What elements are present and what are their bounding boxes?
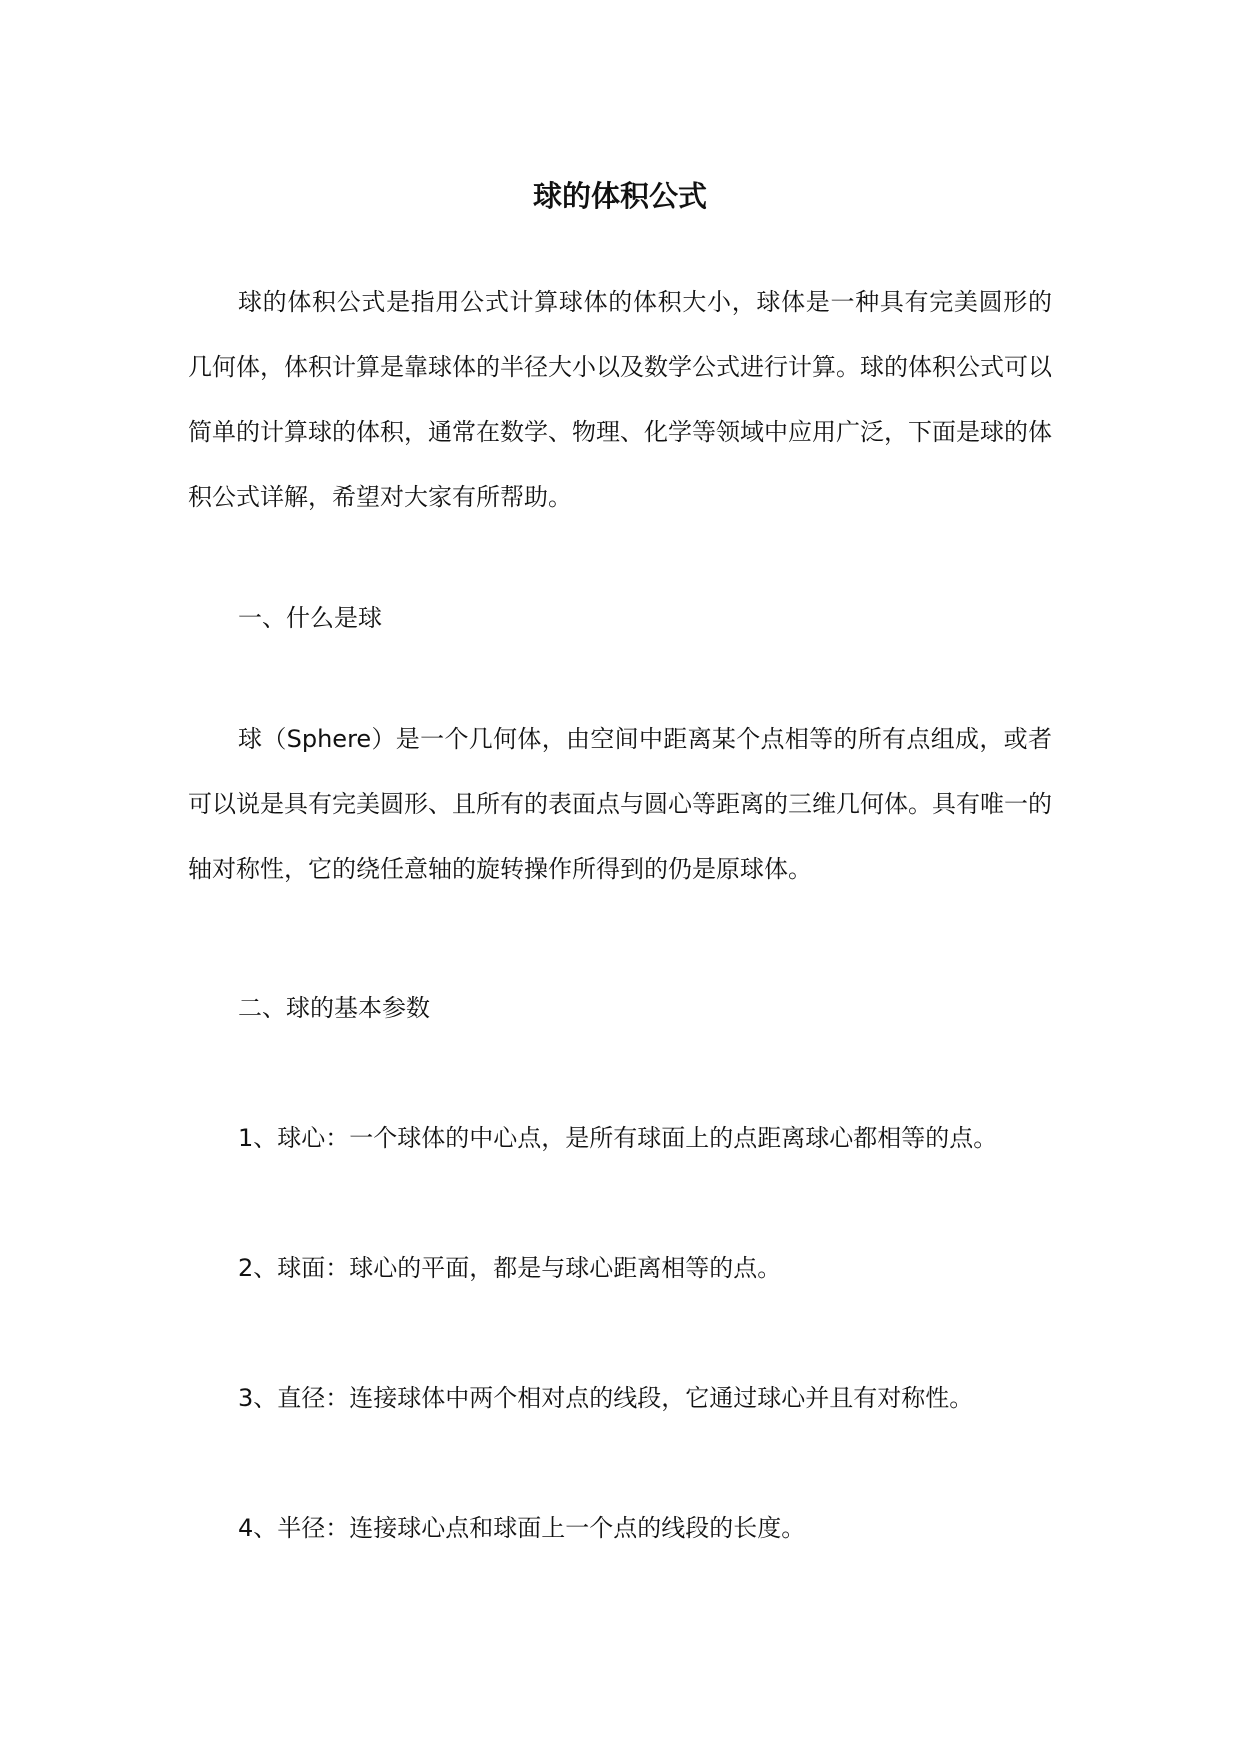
section-heading-basic-params: 二、球的基本参数 [238, 994, 430, 1022]
param-item-radius: 4、半径：连接球心点和球面上一个点的线段的长度。 [238, 1514, 806, 1542]
section-heading-what-is-sphere: 一、什么是球 [238, 604, 382, 632]
param-item-surface: 2、球面：球心的平面，都是与球心距离相等的点。 [238, 1254, 782, 1282]
param-item-center: 1、球心：一个球体的中心点，是所有球面上的点距离球心都相等的点。 [238, 1124, 998, 1152]
param-item-diameter: 3、直径：连接球体中两个相对点的线段，它通过球心并且有对称性。 [238, 1384, 974, 1412]
intro-paragraph: 球的体积公式是指用公式计算球体的体积大小，球体是一种具有完美圆形的几何体，体积计算是靠球体的半径大小以及数学公式进行计算。球的体积公式可以简单的计算球的体积，通常在数学、物理、化学等领域中应用广泛，下面是球的体积公式详解，希望对大家有所帮助。 [188, 288, 1052, 511]
page-title: 球的体积公式 [532, 179, 707, 213]
section-body-what-is-sphere: 球（Sphere）是一个几何体，由空间中距离某个点相等的所有点组成，或者可以说是具有完美圆形、且所有的表面点与圆心等距离的三维几何体。具有唯一的轴对称性，它的绕任意轴的旋转操作所得到的仍是原球体。 [188, 725, 1052, 883]
